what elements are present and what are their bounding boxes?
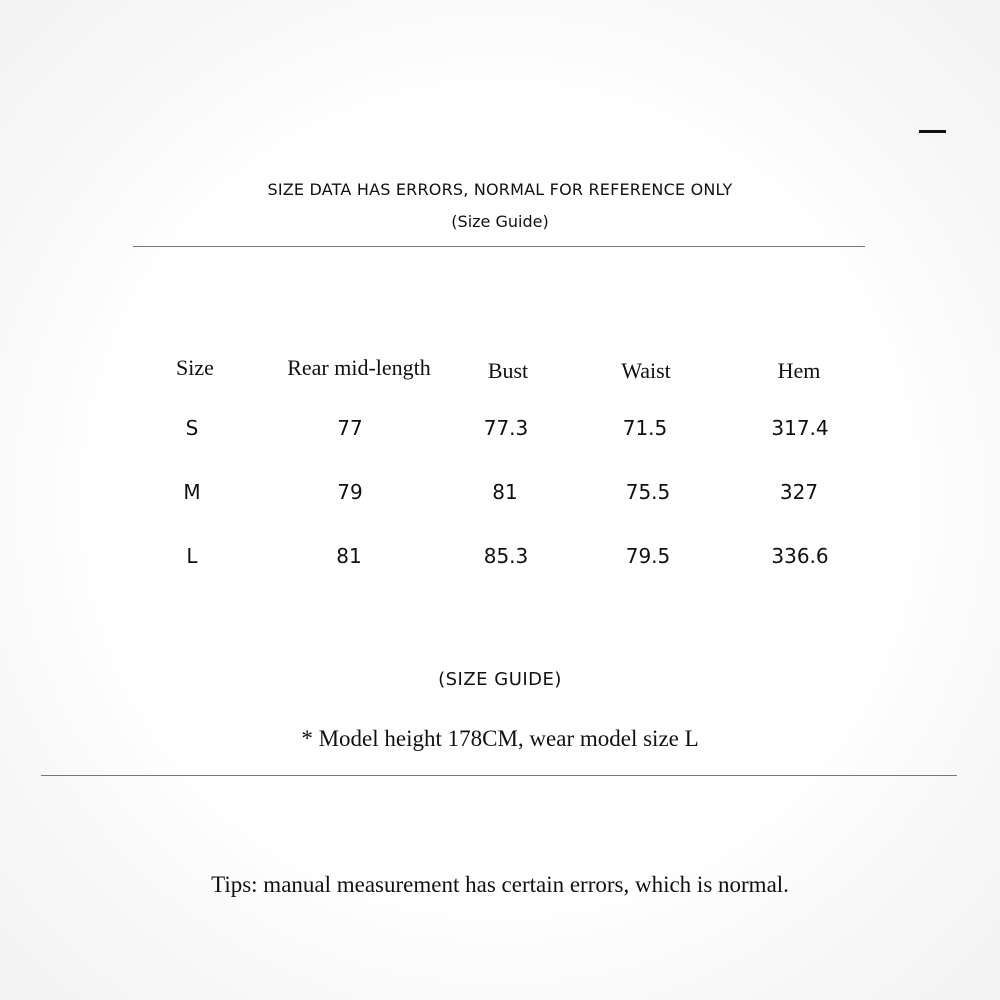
- table-cell: 85.3: [483, 544, 529, 568]
- table-cell: 77.3: [483, 416, 529, 440]
- table-cell: 81: [336, 544, 362, 568]
- table-cell: 317.4: [771, 416, 829, 440]
- top-divider: [133, 246, 865, 247]
- error-notice: SIZE DATA HAS ERRORS, NORMAL FOR REFERENCE ONLY: [267, 180, 733, 199]
- header-size: Size: [176, 355, 214, 380]
- minimize-icon[interactable]: [919, 130, 946, 133]
- table-cell: L: [186, 544, 198, 568]
- header-hem: Hem: [777, 358, 821, 383]
- model-note: * Model height 178CM, wear model size L: [301, 726, 699, 751]
- size-guide-subtitle: (Size Guide): [451, 212, 549, 231]
- table-cell: 327: [779, 480, 819, 504]
- bottom-divider: [41, 775, 957, 776]
- header-bust: Bust: [487, 358, 529, 383]
- header-rear-mid-length: Rear mid-length: [287, 355, 431, 380]
- table-cell: 71.5: [622, 416, 668, 440]
- header-waist: Waist: [621, 358, 671, 383]
- table-cell: 336.6: [771, 544, 829, 568]
- tips-text: Tips: manual measurement has certain errors, which is normal.: [211, 872, 789, 897]
- table-cell: S: [185, 416, 199, 440]
- table-cell: 77: [337, 416, 363, 440]
- table-cell: 81: [492, 480, 518, 504]
- table-cell: 79: [337, 480, 363, 504]
- table-cell: M: [183, 480, 201, 504]
- size-guide-label: (SIZE GUIDE): [438, 669, 562, 690]
- table-cell: 75.5: [625, 480, 671, 504]
- table-cell: 79.5: [625, 544, 671, 568]
